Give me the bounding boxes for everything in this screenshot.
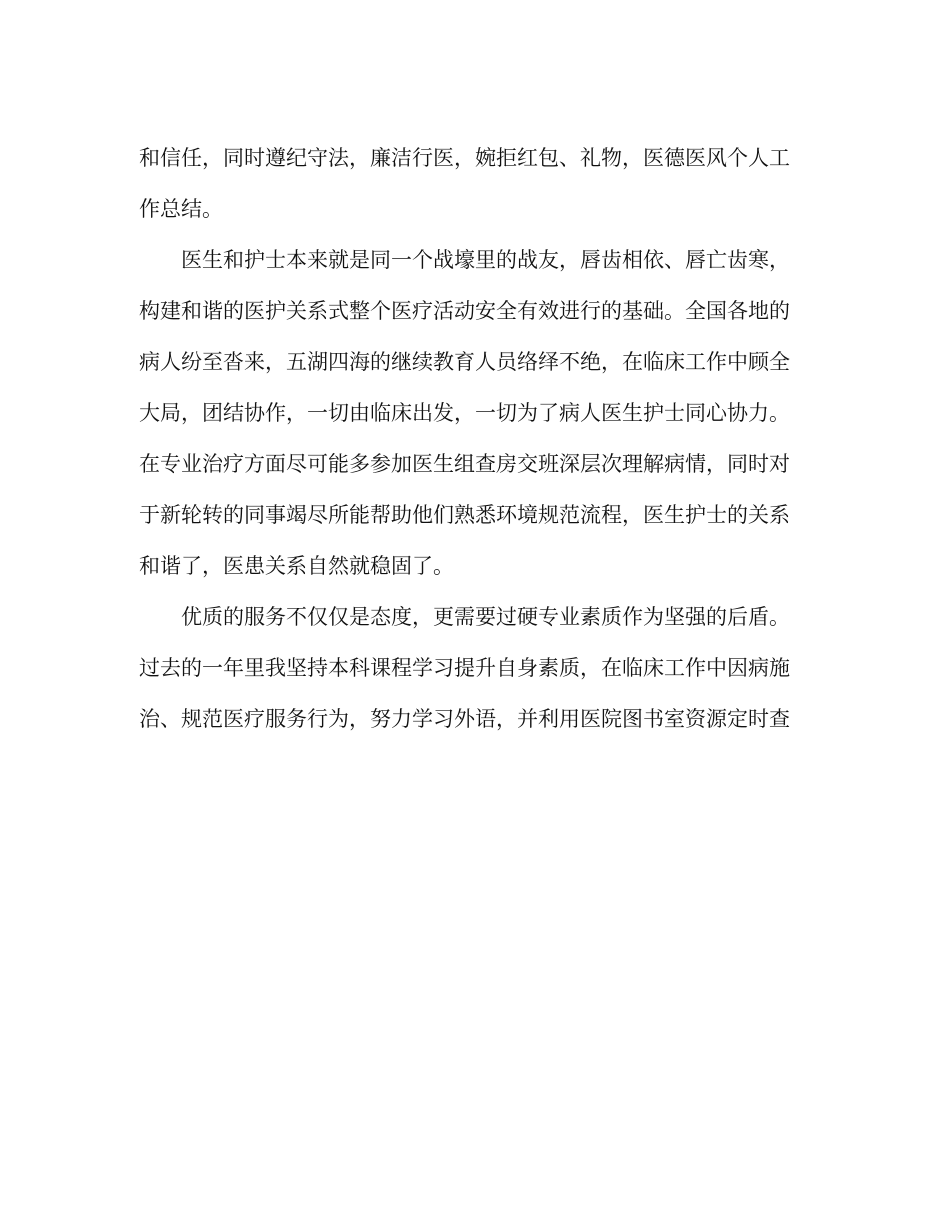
text-line: 构建和谐的医护关系式整个医疗活动安全有效进行的基础。全国各地的 <box>139 299 790 323</box>
text-line: 在专业治疗方面尽可能多参加医生组查房交班深层次理解病情，同时对 <box>139 452 790 476</box>
text-line: 大局，团结协作，一切由临床出发，一切为了病人医生护士同心协力。 <box>139 401 790 425</box>
text-line-paragraph-start: 优质的服务不仅仅是态度，更需要过硬专业素质作为坚强的后盾。 <box>181 605 790 629</box>
text-line: 和信任，同时遵纪守法，廉洁行医，婉拒红包、礼物，医德医风个人工 <box>139 146 790 170</box>
text-line: 病人纷至沓来，五湖四海的继续教育人员络绎不绝，在临床工作中顾全 <box>139 350 790 374</box>
text-line: 和谐了，医患关系自然就稳固了。 <box>139 554 454 578</box>
text-line: 于新轮转的同事竭尽所能帮助他们熟悉环境规范流程，医生护士的关系 <box>139 503 790 527</box>
text-line: 治、规范医疗服务行为，努力学习外语，并利用医院图书室资源定时查 <box>139 707 790 731</box>
text-line: 过去的一年里我坚持本科课程学习提升自身素质，在临床工作中因病施 <box>139 656 790 680</box>
body-text <box>139 136 819 748</box>
text-line: 作总结。 <box>139 197 223 221</box>
text-line-paragraph-start: 医生和护士本来就是同一个战壕里的战友，唇齿相依、唇亡齿寒， <box>181 248 790 272</box>
